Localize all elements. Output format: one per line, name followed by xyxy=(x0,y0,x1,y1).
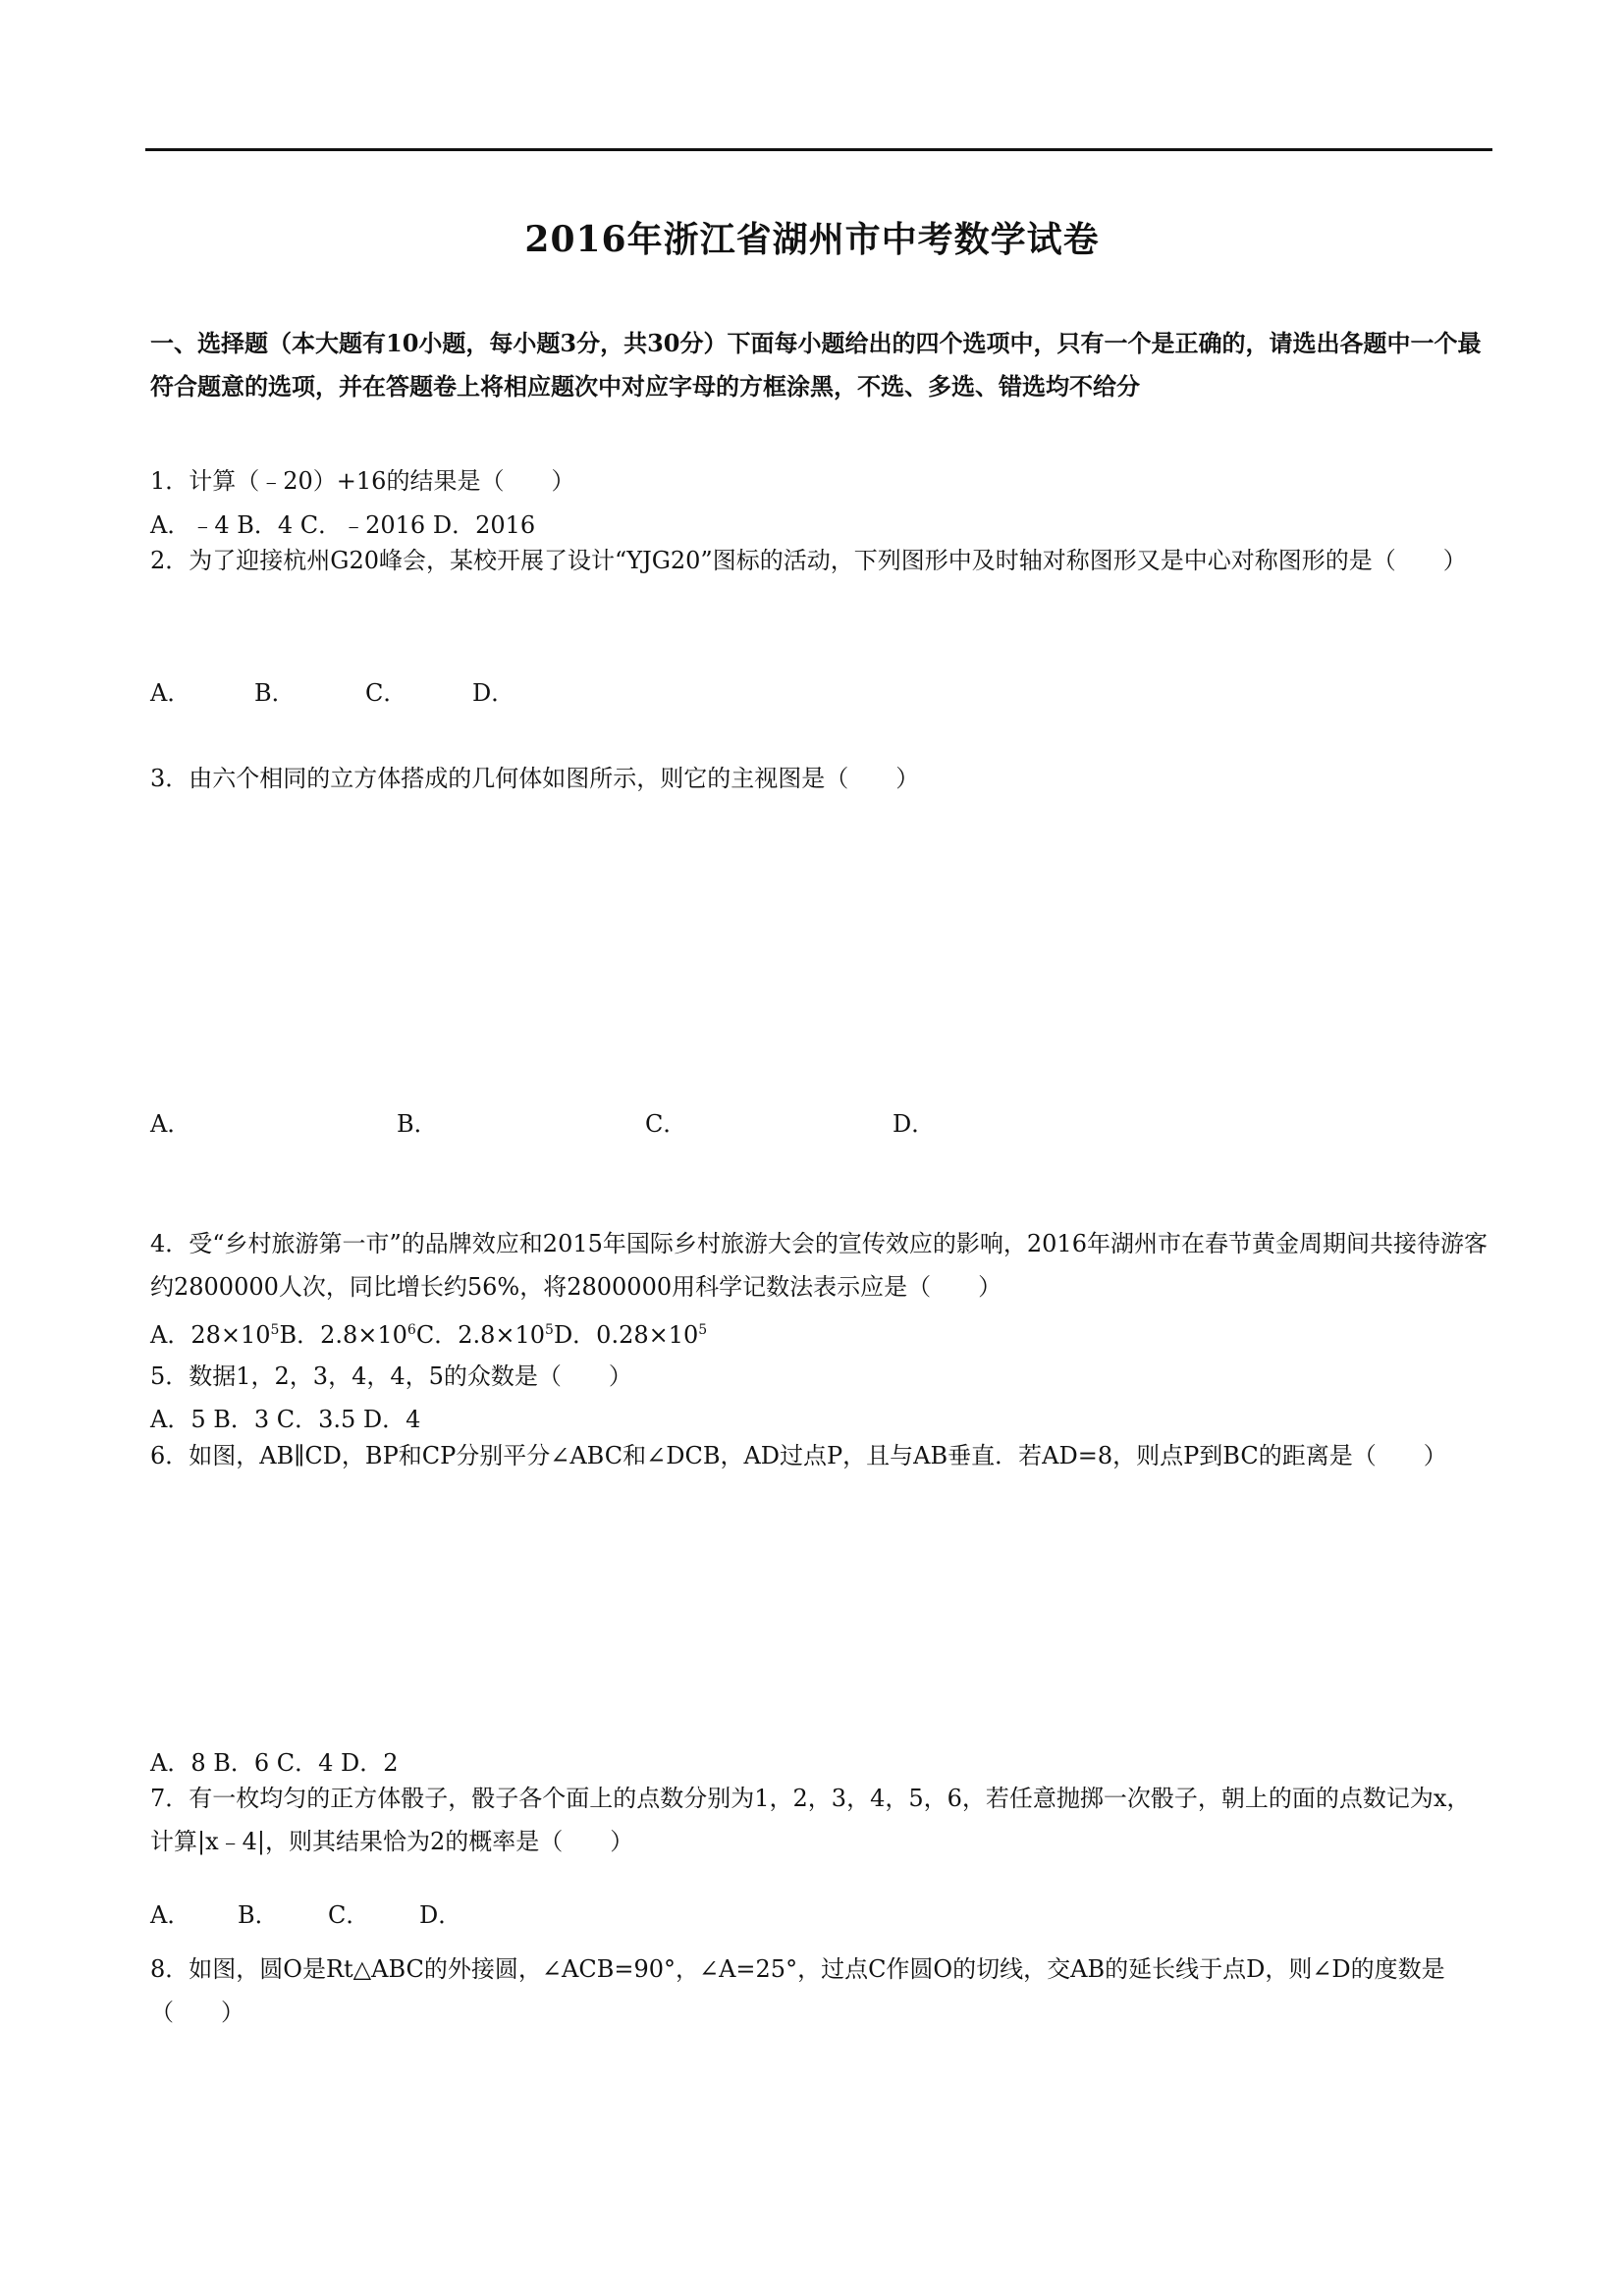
question-4-option-a: A．28×10 xyxy=(150,1321,271,1349)
question-5-options: A．5 B．3 C．3.5 D．4 xyxy=(150,1406,421,1433)
question-4-option-c-exponent: 5 xyxy=(545,1322,554,1338)
question-7-option-a: A． xyxy=(150,1901,191,1929)
question-3-option-d: D． xyxy=(893,1110,936,1138)
question-3-option-a: A． xyxy=(150,1110,191,1138)
question-7-option-c: C． xyxy=(328,1901,370,1929)
question-2-stem: 2．为了迎接杭州G20峰会，某校开展了设计“YJG20”图标的活动，下列图形中及时轴对称图形又是中心对称图形的是（ ） xyxy=(150,547,1467,574)
question-7-option-b: B． xyxy=(238,1901,279,1929)
question-1-options: A．﹣4 B．4 C．﹣2016 D．2016 xyxy=(150,511,536,539)
question-5-stem: 5．数据1，2，3，4，4，5的众数是（ ） xyxy=(150,1362,632,1390)
question-6-options: A．8 B．6 C．4 D．2 xyxy=(150,1749,399,1777)
page-title: 2016年浙江省湖州市中考数学试卷 xyxy=(524,219,1100,260)
question-4-option-d-exponent: 5 xyxy=(698,1322,708,1338)
question-4-option-a-exponent: 5 xyxy=(270,1322,280,1338)
question-4-stem: 4．受“乡村旅游第一市”的品牌效应和2015年国际乡村旅游大会的宣传效应的影响，2016年湖州市在春节黄金周期间共接待游客约2800000人次，同比增长约56%，将2800000用科学记数法表示应是（ ） xyxy=(150,1230,1488,1301)
question-6-stem: 6．如图，AB∥CD，BP和CP分别平分∠ABC和∠DCB，AD过点P，且与AB垂直．若AD=8，则点P到BC的距离是（ ） xyxy=(150,1442,1447,1469)
question-1-stem: 1．计算（﹣20）+16的结果是（ ） xyxy=(150,467,575,495)
question-4-options xyxy=(150,1315,707,1350)
question-4-option-c: C．2.8×10 xyxy=(415,1321,546,1349)
question-2-option-a: A． xyxy=(150,679,191,707)
question-2-option-b: B． xyxy=(254,679,296,707)
question-4-option-b-exponent: 6 xyxy=(406,1322,416,1338)
section-instructions: 一、选择题（本大题有10小题，每小题3分，共30分）下面每小题给出的四个选项中，只有一个是正确的，请选出各题中一个最符合题意的选项，并在答题卷上将相应题次中对应字母的方框涂黑，不选、多选、错选均不给分 xyxy=(150,329,1482,400)
header-rule xyxy=(145,148,1492,151)
question-2-option-c: C． xyxy=(365,679,407,707)
question-8-stem: 8．如图，圆O是Rt△ABC的外接圆，∠ACB=90°，∠A=25°，过点C作圆O的切线，交AB的延长线于点D，则∠D的度数是（ ） xyxy=(150,1955,1445,2026)
question-7-option-d: D． xyxy=(419,1901,462,1929)
question-4-option-d: D．0.28×10 xyxy=(553,1321,699,1349)
question-3-option-c: C． xyxy=(645,1110,687,1138)
question-2-option-d: D． xyxy=(472,679,515,707)
question-3-stem: 3．由六个相同的立方体搭成的几何体如图所示，则它的主视图是（ ） xyxy=(150,765,920,792)
question-7-stem: 7．有一枚均匀的正方体骰子，骰子各个面上的点数分别为1，2，3，4，5，6，若任意抛掷一次骰子，朝上的面的点数记为x，计算|x﹣4|，则其结果恰为2的概率是（ ） xyxy=(150,1785,1471,1855)
question-3-option-b: B． xyxy=(397,1110,438,1138)
question-4-option-b: B．2.8×10 xyxy=(279,1321,407,1349)
